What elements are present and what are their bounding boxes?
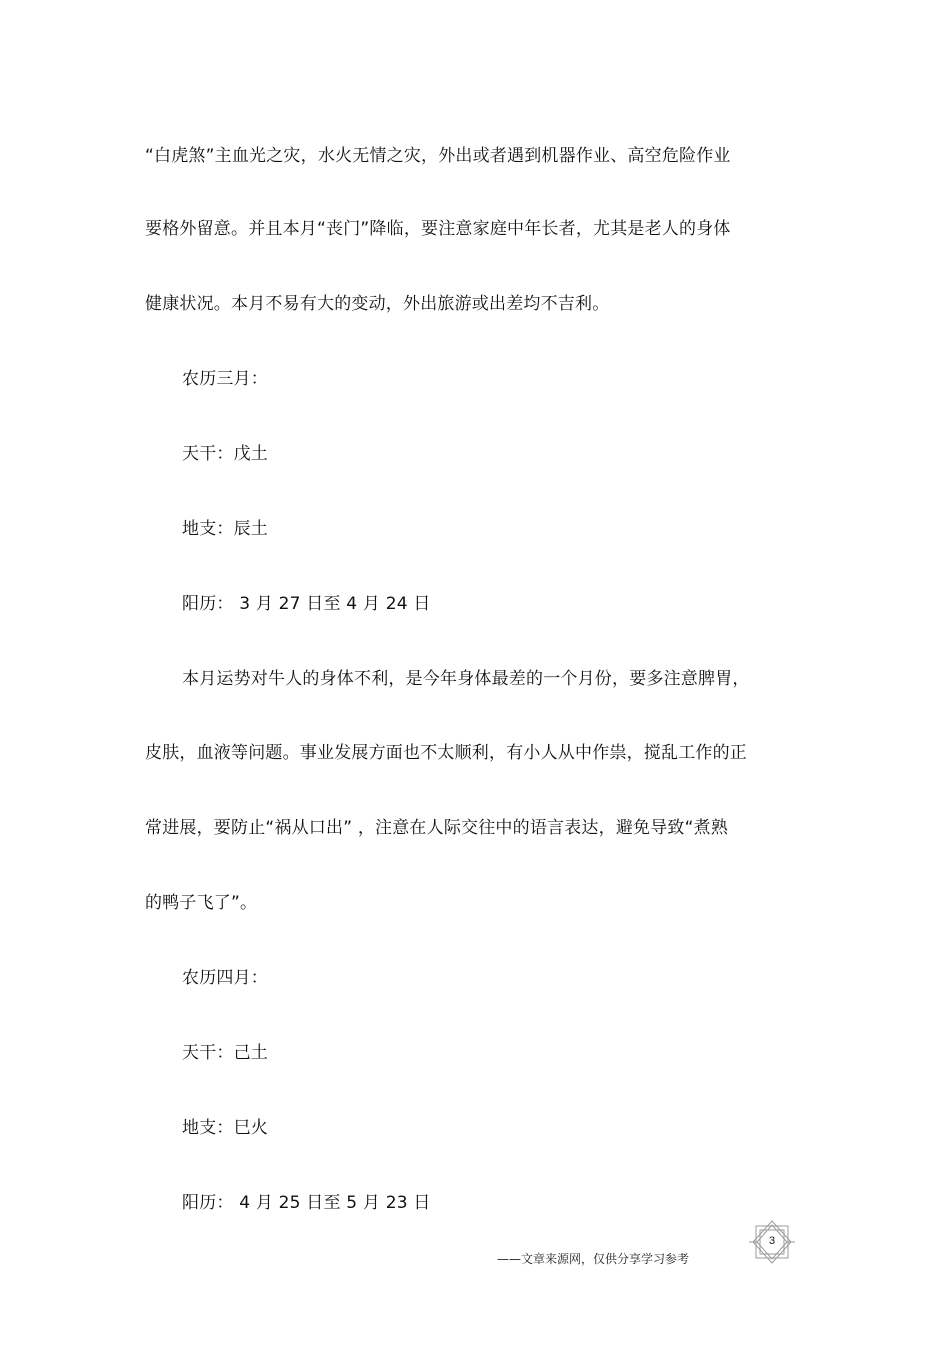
text-line: 要格外留意。并且本月“丧门”降临，要注意家庭中年长者，尤其是老人的身体 [145, 219, 731, 239]
text-line: 天干：戊土 [182, 444, 268, 464]
text-line: 地支：巳火 [182, 1118, 268, 1138]
text-line: 阳历： 3 月 27 日至 4 月 24 日 [182, 594, 431, 614]
text-line: 本月运势对牛人的身体不利，是今年身体最差的一个月份，要多注意脾胃， [182, 669, 750, 689]
text-line: 的鸭子飞了”。 [145, 893, 258, 913]
text-line: 健康状况。本月不易有大的变动，外出旅游或出差均不吉利。 [145, 294, 610, 314]
section-heading: 农历四月： [182, 968, 268, 988]
text-line: “白虎煞”主血光之灾，水火无情之灾，外出或者遇到机器作业、高空危险作业 [145, 146, 731, 166]
text-line: 皮肤，血液等问题。事业发展方面也不太顺利，有小人从中作祟，搅乱工作的正 [145, 743, 747, 763]
footer-source-note: ——文章来源网，仅供分享学习参考 [497, 1252, 690, 1266]
text-line: 天干：己土 [182, 1043, 268, 1063]
section-heading: 农历三月： [182, 369, 268, 389]
text-line: 地支：辰土 [182, 519, 268, 539]
page-number-badge [748, 1220, 796, 1264]
page-number: 3 [768, 1235, 776, 1247]
text-line: 常进展，要防止“祸从口出” ，注意在人际交往中的语言表达，避免导致“煮熟 [145, 818, 729, 838]
text-line: 阳历： 4 月 25 日至 5 月 23 日 [182, 1193, 431, 1213]
